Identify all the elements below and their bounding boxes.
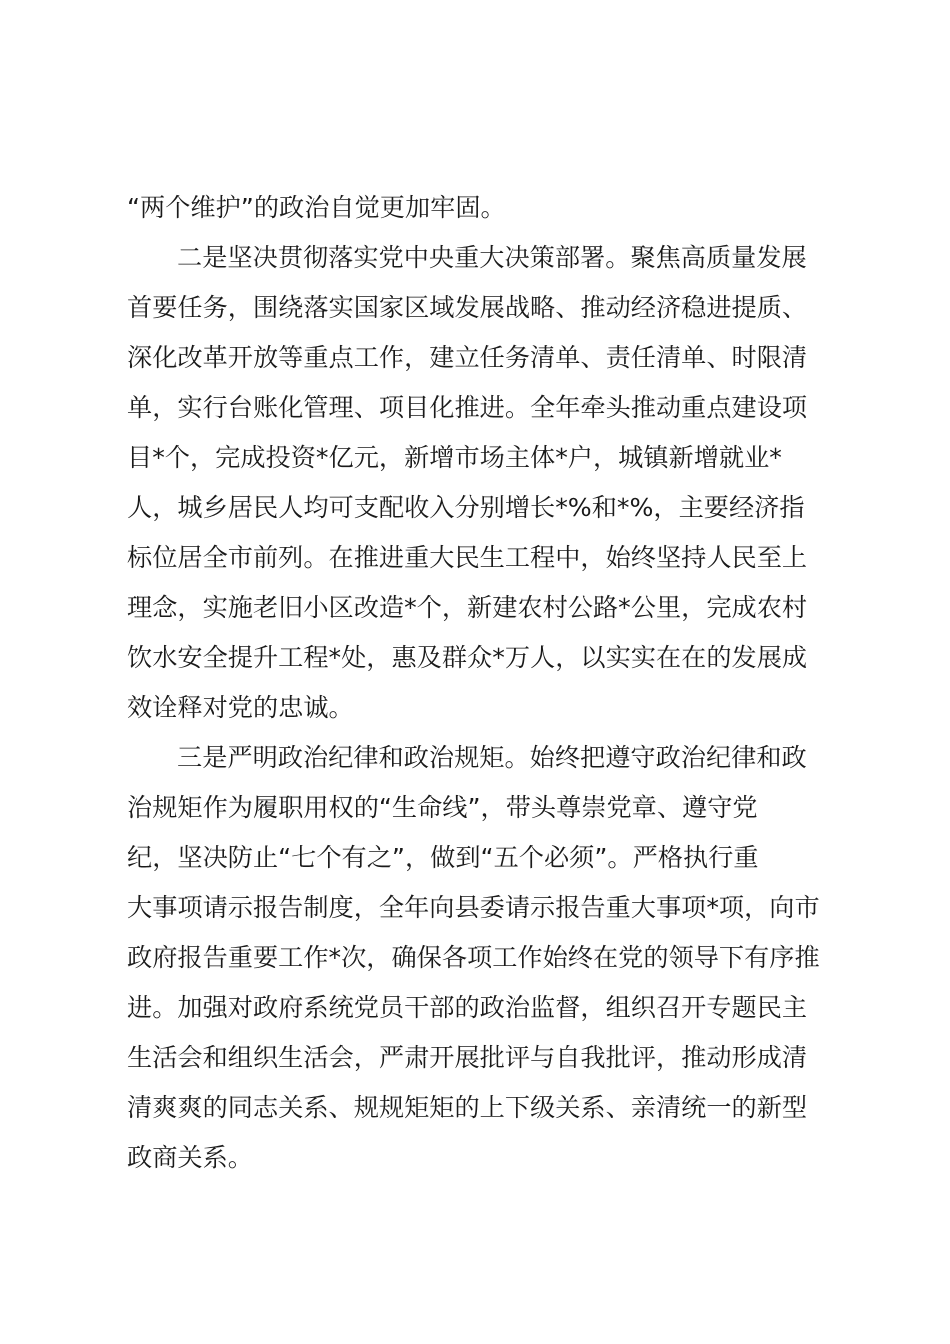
document-body bbox=[127, 183, 832, 1183]
text-line: 饮水安全提升工程*处，惠及群众*万人，以实实在在的发展成 bbox=[127, 643, 808, 672]
text-line: 理念，实施老旧小区改造*个，新建农村公路*公里，完成农村 bbox=[127, 593, 808, 622]
text-line: 政商关系。 bbox=[127, 1143, 253, 1172]
text-line: 人，城乡居民人均可支配收入分别增长*%和*%，主要经济指 bbox=[127, 493, 805, 522]
text-line: 首要任务，围绕落实国家区域发展战略、推动经济稳进提质、 bbox=[127, 293, 808, 322]
text-line: 大事项请示报告制度，全年向县委请示报告重大事项*项，向市 bbox=[127, 893, 820, 922]
text-line: 单，实行台账化管理、项目化推进。全年牵头推动重点建设项 bbox=[127, 393, 808, 422]
text-line: 进。加强对政府系统党员干部的政治监督，组织召开专题民主 bbox=[127, 993, 808, 1022]
text-line: 标位居全市前列。在推进重大民生工程中，始终坚持人民至上 bbox=[127, 543, 808, 572]
paragraph-two-implement-decisions bbox=[127, 233, 832, 733]
text-line: 纪，坚决防止“七个有之”，做到“五个必须”。严格执行重 bbox=[127, 843, 759, 872]
text-line: 目*个，完成投资*亿元，新增市场主体*户，城镇新增就业* bbox=[127, 443, 782, 472]
text-line: 治规矩作为履职用权的“生命线”，带头尊崇党章、遵守党 bbox=[127, 793, 758, 822]
paragraph-continuation bbox=[127, 183, 832, 233]
text-line: “两个维护”的政治自觉更加牢固。 bbox=[127, 193, 506, 222]
text-line: 生活会和组织生活会，严肃开展批评与自我批评，推动形成清 bbox=[127, 1043, 808, 1072]
text-line: 清爽爽的同志关系、规规矩矩的上下级关系、亲清统一的新型 bbox=[127, 1093, 808, 1122]
text-line: 政府报告重要工作*次，确保各项工作始终在党的领导下有序推 bbox=[127, 943, 820, 972]
text-line: 二是坚决贯彻落实党中央重大决策部署。聚焦高质量发展 bbox=[177, 243, 807, 272]
text-line: 三是严明政治纪律和政治规矩。始终把遵守政治纪律和政 bbox=[177, 743, 807, 772]
text-line: 效诠释对党的忠诚。 bbox=[127, 693, 354, 722]
text-line: 深化改革开放等重点工作，建立任务清单、责任清单、时限清 bbox=[127, 343, 808, 372]
paragraph-three-political-discipline bbox=[127, 733, 832, 1183]
